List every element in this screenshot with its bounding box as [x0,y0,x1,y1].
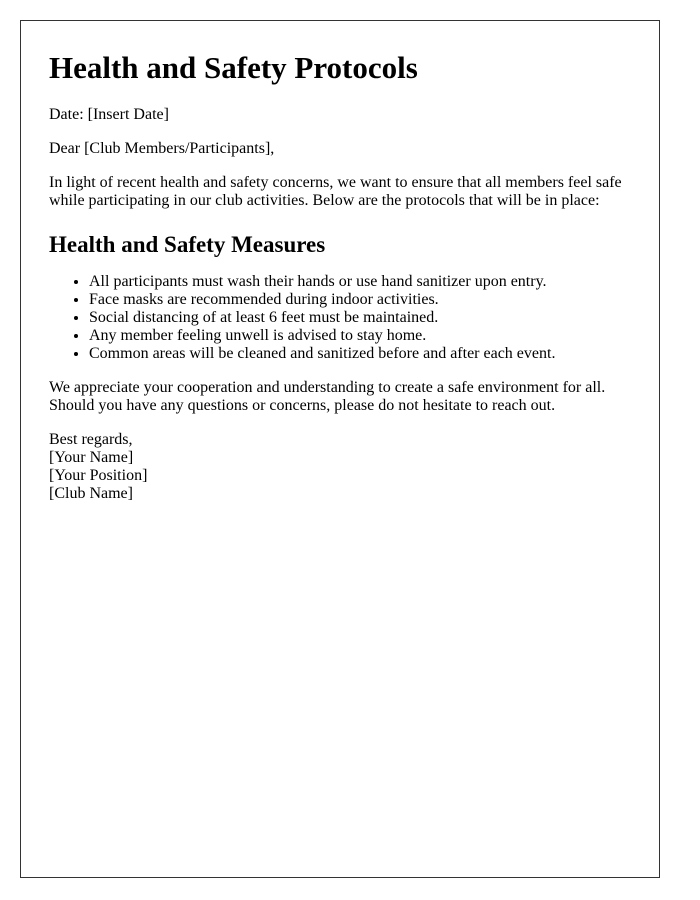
signer-position: [Your Position] [49,467,148,484]
closing-paragraph: We appreciate your cooperation and understanding to create a safe environment for all. Should you have any questions or concerns, please do not hesitate to reach out. [49,379,606,414]
date-line: Date: [Insert Date] [49,106,169,123]
list-item: • Social distancing of at least 6 feet must be maintained. [89,309,631,327]
club-name: [Club Name] [49,485,133,502]
sign-off: Best regards, [49,431,133,448]
measures-list [49,273,631,363]
signer-name: [Your Name] [49,449,134,466]
list-item: • Any member feeling unwell is advised to stay home. [89,327,631,345]
page-title: Health and Safety Protocols [49,50,418,85]
intro-paragraph: In light of recent health and safety concerns, we want to ensure that all members feel safe while participating in our club activities. Below are the protocols that will be in place: [49,174,622,209]
salutation: Dear [Club Members/Participants], [49,140,275,157]
list-item: • Face masks are recommended during indoor activities. [89,291,631,309]
list-item: • All participants must wash their hands or use hand sanitizer upon entry. [89,273,631,291]
list-item: • Common areas will be cleaned and sanitized before and after each event. [89,345,631,363]
letter-page [20,20,660,878]
section-heading: Health and Safety Measures [49,232,326,257]
signature-block [49,431,631,503]
